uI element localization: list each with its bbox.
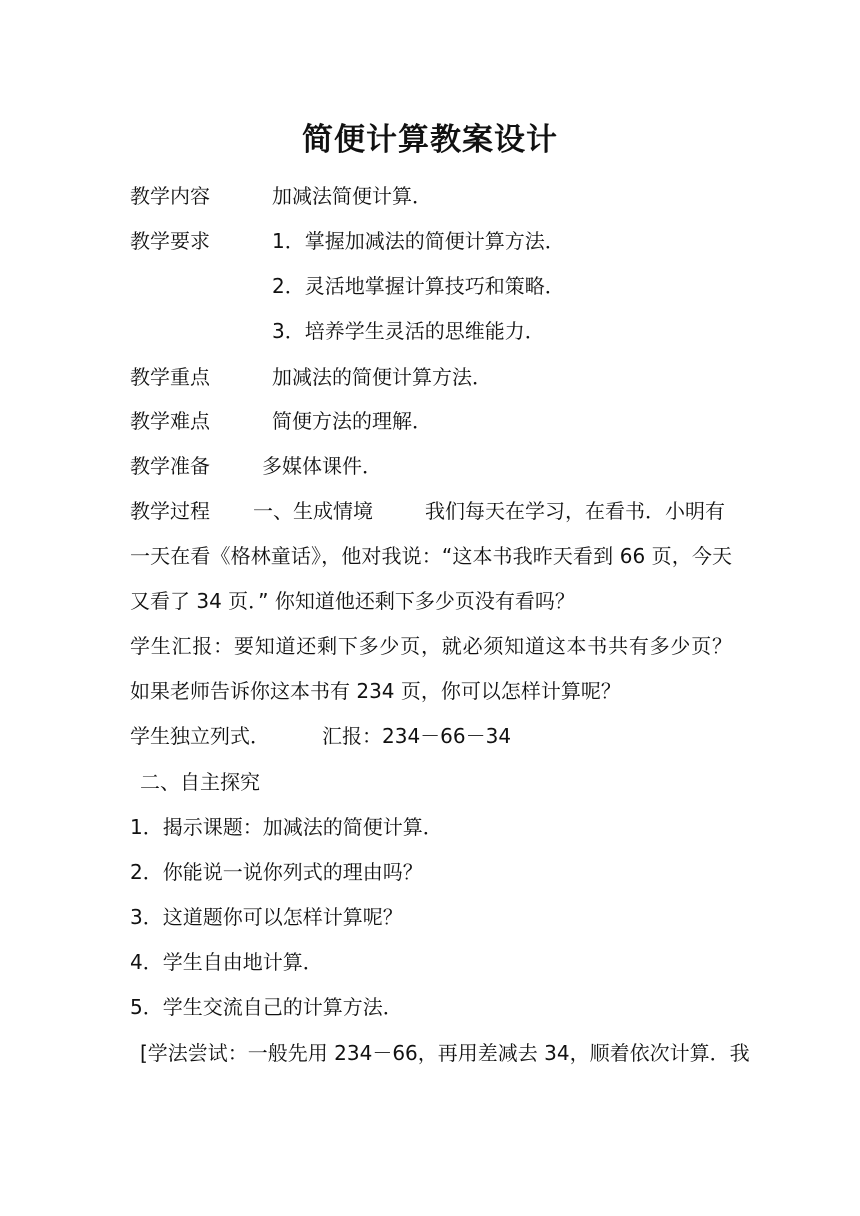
step-3: 3．这道题你可以怎样计算呢？ (130, 905, 403, 929)
step-1: 1．揭示课题：加减法的简便计算． (130, 815, 443, 839)
difficulty-value: 简便方法的理解． (272, 409, 432, 433)
student-listing: 学生独立列式． (130, 724, 270, 748)
paragraph-line-1: 一天在看《格林童话》，他对我说：“这本书我昨天看到 66 页，今天 (130, 544, 732, 568)
requirement-2: 2．灵活地掌握计算技巧和策略． (272, 274, 565, 298)
paragraph-line-4: 如果老师告诉你这本书有 234 页，你可以怎样计算呢？ (130, 679, 621, 703)
process-text: 我们每天在学习，在看书．小明有 (425, 499, 725, 523)
method-attempt-line: [学法尝试：一般先用 234－66，再用差减去 34，顺着依次计算．我 (140, 1041, 750, 1065)
preparation-value: 多媒体课件． (262, 454, 382, 478)
preparation-label: 教学准备 (130, 454, 210, 478)
paragraph-line-3: 学生汇报：要知道还剩下多少页，就必须知道这本书共有多少页？ (130, 634, 732, 658)
difficulty-label: 教学难点 (130, 409, 210, 433)
process-label: 教学过程 (130, 499, 210, 523)
key-point-label: 教学重点 (130, 365, 210, 389)
process-section-title: 一、生成情境 (253, 499, 373, 523)
step-4: 4．学生自由地计算． (130, 950, 323, 974)
section-2-title: 二、自主探究 (140, 770, 260, 794)
page-title: 简便计算教案设计 (302, 122, 558, 158)
report-formula: 汇报：234－66－34 (322, 724, 512, 748)
requirement-1: 1．掌握加减法的简便计算方法． (272, 229, 565, 253)
key-point-value: 加减法的简便计算方法． (272, 365, 492, 389)
step-5: 5．学生交流自己的计算方法． (130, 995, 403, 1019)
step-2: 2．你能说一说你列式的理由吗？ (130, 860, 423, 884)
paragraph-line-2: 又看了 34 页．” 你知道他还剩下多少页没有看吗？ (130, 589, 575, 613)
requirements-label: 教学要求 (130, 229, 210, 253)
requirement-3: 3．培养学生灵活的思维能力． (272, 319, 545, 343)
content-label: 教学内容 (130, 184, 210, 208)
content-value: 加减法简便计算． (272, 184, 432, 208)
